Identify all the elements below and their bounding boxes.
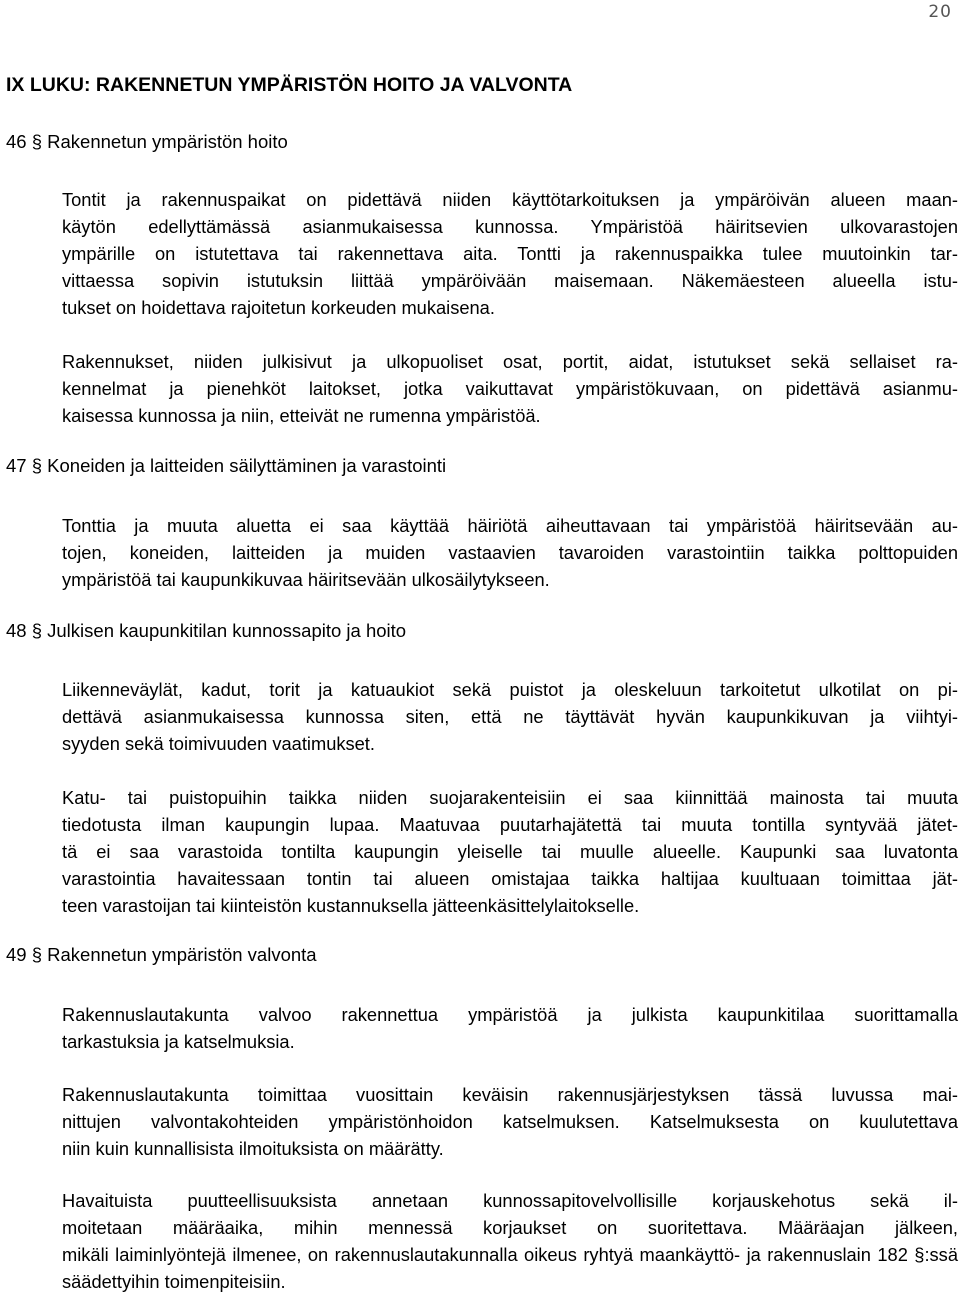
text-line: Rakennuslautakunta valvoo rakennettua ympäristöä ja julkista kaupunkitilaa suorittamalla [62, 1004, 958, 1025]
paragraph-46-1 [62, 186, 958, 321]
paragraph-49-3 [62, 1187, 958, 1295]
text-line: ympärille on istutettava tai rakennettava aita. Tontti ja rakennuspaikka tulee muutoinkin tar- [62, 243, 958, 264]
page-number: 20 [928, 2, 952, 22]
chapter-title: IX LUKU: RAKENNETUN YMPÄRISTÖN HOITO JA VALVONTA [6, 74, 573, 96]
paragraph-49-1 [62, 1001, 958, 1055]
text-line: ympäristöä tai kaupunkikuvaa häiritsevään ulkosäilytykseen. [62, 569, 550, 590]
section-heading-47: 47 § Koneiden ja laitteiden säilyttäminen ja varastointi [6, 455, 447, 476]
text-line: Rakennuslautakunta toimittaa vuosittain keväisin rakennusjärjestyksen tässä luvussa mai- [62, 1084, 958, 1105]
text-line: vittaessa sopivin istutuksin liittää ympäröivään maisemaan. Näkemäesteen alueella istu- [62, 270, 958, 291]
text-line: niin kuin kunnallisista ilmoituksista on määrätty. [62, 1138, 444, 1159]
text-line: Tonttia ja muuta aluetta ei saa käyttää häiriötä aiheuttavaan tai ympäristöä häiritsevään au- [62, 515, 958, 536]
paragraph-48-2 [62, 784, 958, 919]
text-line: moitetaan määräaika, mihin mennessä korjaukset on suoritettava. Määräajan jälkeen, [62, 1217, 958, 1238]
text-line: mikäli laiminlyöntejä ilmenee, on rakennuslautakunnalla oikeus ryhtyä maankäyttö- ja rakennuslain 182 §:ssä säädettyihin toimenpiteisiin. [62, 1244, 958, 1292]
text-line: kaisessa kunnossa ja niin, etteivät ne rumenna ympäristöä. [62, 405, 541, 426]
text-line: tä ei saa varastoida tontilta kaupungin yleiselle tai muulle alueelle. Kaupunki saa luvatonta [62, 841, 958, 862]
text-line: Liikenneväylät, kadut, torit ja katuaukiot sekä puistot ja oleskeluun tarkoitetut ulkotilat on pi- [62, 679, 958, 700]
text-line: käytön edellyttämässä asianmukaisessa kunnossa. Ympäristöä häiritsevien ulkovarastojen [62, 216, 958, 237]
paragraph-48-1 [62, 676, 958, 757]
section-heading-48: 48 § Julkisen kaupunkitilan kunnossapito ja hoito [6, 620, 407, 641]
paragraph-46-2 [62, 348, 958, 429]
paragraph-47-1 [62, 512, 958, 593]
section-heading-46: 46 § Rakennetun ympäristön hoito [6, 131, 288, 152]
text-line: nittujen valvontakohteiden ympäristönhoidon katselmuksen. Katselmuksesta on kuulutettava [62, 1111, 958, 1132]
text-line: Havaituista puutteellisuuksista annetaan kunnossapitovelvollisille korjauskehotus sekä il- [62, 1190, 958, 1211]
paragraph-49-2 [62, 1081, 958, 1162]
text-line: Katu- tai puistopuihin taikka niiden suojarakenteisiin ei saa kiinnittää mainosta tai muuta [62, 787, 958, 808]
text-line: Rakennukset, niiden julkisivut ja ulkopuoliset osat, portit, aidat, istutukset sekä sellaiset ra- [62, 351, 958, 372]
text-line: dettävä asianmukaisessa kunnossa siten, että ne täyttävät hyvän kaupunkikuvan ja viihtyi- [62, 706, 958, 727]
section-heading-49: 49 § Rakennetun ympäristön valvonta [6, 944, 317, 965]
text-line: varastointia havaitessaan tontin tai alueen omistajaa taikka haltijaa kuultuaan toimittaa jät- [62, 868, 958, 889]
text-line: tukset on hoidettava rajoitetun korkeuden mukaisena. [62, 297, 495, 318]
text-line: tarkastuksia ja katselmuksia. [62, 1031, 295, 1052]
text-line: syyden sekä toimivuuden vaatimukset. [62, 733, 375, 754]
text-line: tiedotusta ilman kaupungin lupaa. Maatuvaa puutarhajätettä tai muuta tontilla syntyvää jätet- [62, 814, 958, 835]
text-line: Tontit ja rakennuspaikat on pidettävä niiden käyttötarkoituksen ja ympäröivän alueen maan- [62, 189, 958, 210]
text-line: kennelmat ja pienehköt laitokset, jotka vaikuttavat ympäristökuvaan, on pidettävä asianmu- [62, 378, 958, 399]
text-line: teen varastoijan tai kiinteistön kustannuksella jätteenkäsittelylaitokselle. [62, 895, 640, 916]
text-line: tojen, koneiden, laitteiden ja muiden vastaavien tavaroiden varastointiin taikka polttopuiden [62, 542, 958, 563]
